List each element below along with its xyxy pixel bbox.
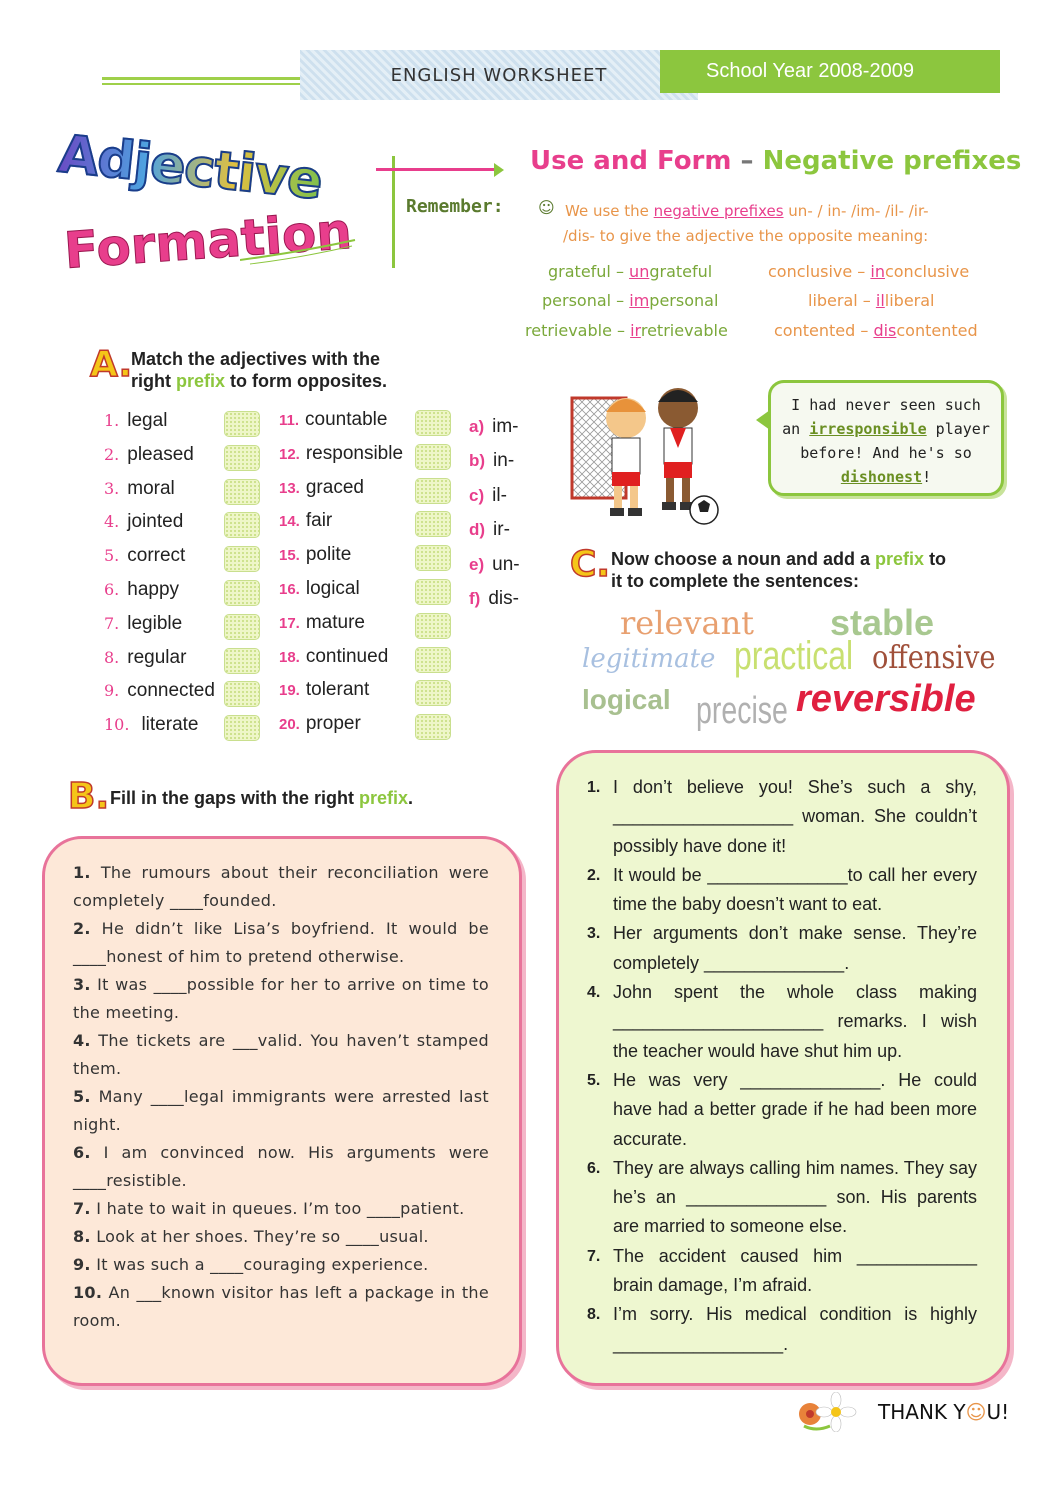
adjective-item [104, 545, 185, 567]
word-relevant: relevant [620, 604, 755, 642]
answer-box[interactable] [224, 445, 260, 471]
example-pair: retrievable – irretrievable [525, 321, 728, 340]
answer-box[interactable] [415, 511, 451, 537]
sentence-text: It would be ______________to call her every time the baby doesn’t want to eat. [613, 864, 977, 915]
gap-sentence [73, 971, 489, 1027]
answer-box[interactable] [224, 648, 260, 674]
section-c-instruction: Now choose a noun and add a prefix to it to complete the sentences: [611, 549, 947, 591]
prefix-option [469, 519, 510, 541]
prefix-option [469, 485, 507, 507]
item-number: 17. [279, 614, 300, 632]
answer-box[interactable] [224, 614, 260, 640]
sentence-number: 2. [587, 866, 601, 884]
answer-box[interactable] [224, 546, 260, 572]
sentence-text: They are always calling him names. They say he’s an ______________ son. His parents are married to someone else. [613, 1157, 977, 1237]
sentence-text: Many ____legal immigrants were arrested last night. [73, 1087, 489, 1134]
item-word: connected [127, 680, 215, 702]
example-pair: conclusive – inconclusive [768, 262, 970, 281]
item-number: 3. [104, 478, 120, 498]
sentence-text: The accident caused him ____________ brain damage, I’m afraid. [613, 1245, 977, 1296]
arrow-icon [494, 163, 504, 177]
sentence-number: 3. [73, 975, 91, 994]
answer-box[interactable] [415, 647, 451, 673]
item-number: 19. [279, 682, 300, 700]
sentence-number: 4. [73, 1031, 91, 1050]
item-number: 20. [279, 716, 300, 734]
item-word: legal [127, 410, 168, 431]
prefix-letter: b) [469, 451, 486, 471]
item-number: 4. [104, 512, 120, 532]
adjective-item [104, 410, 167, 432]
prefix-option [469, 416, 519, 438]
sentence-number: 6. [73, 1143, 91, 1162]
speech-bubble: I had never seen such an irresponsible player before! And he's so dishonest! [768, 380, 1004, 496]
item-number: 11. [279, 412, 300, 429]
answer-box[interactable] [415, 714, 451, 740]
sentence-item [587, 978, 977, 1066]
adjective-item [104, 511, 183, 533]
sentence-text: An ___known visitor has left a package in the room. [73, 1283, 489, 1330]
item-number: 18. [279, 648, 300, 666]
children-goal-illustration [566, 378, 736, 528]
sentence-text: Her arguments don’t make sense. They’re completely ______________. [613, 923, 977, 973]
item-number: 10. [104, 715, 130, 735]
sentence-text: Look at her shoes. They’re so ____usual. [90, 1227, 429, 1246]
sentence-item [587, 1242, 977, 1301]
prefix-letter: e) [469, 554, 485, 574]
sentence-item [587, 773, 977, 861]
sentence-text: I don’t believe you! She’s such a shy, __________________ woman. She couldn’t possibly have done it! [613, 777, 977, 856]
adjective-item [279, 612, 365, 634]
answer-box[interactable] [224, 512, 260, 538]
sentence-text: It was ____possible for her to arrive on time to the meeting. [73, 975, 489, 1022]
divider-vertical [392, 156, 395, 268]
adjective-item [279, 646, 388, 668]
answer-box[interactable] [415, 444, 451, 470]
prefix-letter: f) [469, 589, 481, 608]
sentence-item [587, 1300, 977, 1359]
word-logical: logical [582, 684, 671, 715]
header-rule [102, 77, 302, 80]
item-word: tolerant [305, 679, 370, 701]
sentence-number: 4. [587, 984, 601, 1002]
item-word: graced [305, 476, 364, 498]
item-word: correct [127, 545, 186, 567]
adjective-item [279, 679, 369, 701]
answer-box[interactable] [224, 411, 260, 437]
remember-text: We use the negative prefixes un- / in- /im- /il- /ir- /dis- to give the adjective the opposite meaning: [563, 202, 929, 245]
section-b-panel [42, 836, 522, 1386]
sentence-text: I hate to wait in queues. I’m too ____patient. [90, 1199, 465, 1218]
sentence-text: He was very ______________. He could have had a better grade if he had been more accurate. [613, 1069, 977, 1149]
adjective-item [104, 613, 182, 635]
sentence-item [587, 1066, 977, 1154]
item-word: moral [127, 477, 175, 499]
item-number: 13. [279, 479, 300, 497]
word-practical: practical [734, 634, 854, 678]
prefix-text: in- [493, 450, 515, 472]
item-number: 8. [104, 647, 120, 667]
answer-box[interactable] [224, 715, 260, 741]
flower-icon [796, 1392, 862, 1432]
item-word: countable [305, 409, 388, 430]
prefix-letter: a) [469, 417, 485, 436]
swoosh-decoration [240, 230, 360, 270]
prefix-text: dis- [488, 588, 519, 609]
word-precise: precise [696, 690, 788, 732]
adjective-item [279, 578, 360, 600]
sentence-text: He didn’t like Lisa’s boyfriend. It would be ____honest of him to pretend otherwise. [73, 919, 489, 966]
sentence-text: The rumours about their reconciliation were completely ____founded. [73, 863, 489, 910]
worksheet-label: ENGLISH WORKSHEET [300, 50, 698, 100]
item-number: 7. [104, 613, 120, 633]
example-pair: liberal – illiberal [808, 291, 935, 310]
title-adjective: Adjective [55, 124, 325, 212]
item-word: polite [305, 544, 352, 566]
item-number: 12. [279, 445, 300, 463]
item-number: 1. [104, 411, 120, 430]
section-c-panel [556, 750, 1010, 1386]
item-number: 16. [279, 581, 300, 598]
sentence-text: John spent the whole class making _____________________ remarks. I wish the teacher would have shut him up. [613, 982, 977, 1061]
item-number: 5. [104, 546, 120, 566]
sentence-number: 1. [587, 779, 601, 796]
title-formation: Formation [62, 202, 354, 280]
remember-label: Remember: [406, 196, 504, 217]
sentence-number: 5. [587, 1071, 601, 1089]
sentence-number: 9. [73, 1255, 91, 1274]
section-a-instruction: Match the adjectives with the right prefix to form opposites. [131, 349, 388, 391]
prefix-letter: c) [469, 485, 485, 505]
adjective-item [104, 579, 179, 601]
gap-sentence [73, 1279, 489, 1335]
item-number: 9. [104, 681, 120, 701]
answer-box[interactable] [415, 478, 451, 504]
word-offensive: offensive [872, 638, 996, 676]
adjective-item [279, 443, 403, 465]
item-word: jointed [127, 511, 184, 533]
word-stable: stable [830, 602, 935, 643]
item-number: 15. [279, 547, 300, 565]
example-pair: personal – impersonal [542, 291, 719, 310]
adjective-item [279, 544, 351, 566]
prefix-text: ir- [493, 519, 510, 541]
section-b-letter: B. [68, 776, 110, 817]
item-word: literate [141, 714, 199, 736]
answer-box[interactable] [415, 613, 451, 639]
item-word: logical [305, 578, 360, 599]
smiley-icon: ☺ [538, 198, 555, 217]
item-word: regular [127, 646, 187, 668]
gap-sentence [73, 1139, 489, 1195]
sentence-number: 5. [73, 1087, 91, 1106]
gap-sentence [73, 1195, 489, 1223]
answer-box[interactable] [224, 479, 260, 505]
gap-sentence [73, 859, 489, 915]
adjective-item [279, 409, 387, 431]
adjective-item [104, 444, 194, 466]
sentence-number: 2. [73, 919, 91, 938]
item-word: legible [127, 612, 183, 634]
gap-sentence [73, 1223, 489, 1251]
header-rule [102, 83, 302, 85]
answer-box[interactable] [415, 579, 451, 605]
sentence-text: I’m sorry. His medical condition is highly _________________. [613, 1304, 977, 1354]
prefix-text: un- [492, 553, 520, 575]
sentence-number: 1. [73, 863, 91, 882]
gap-sentence [73, 1027, 489, 1083]
sentence-number: 8. [587, 1306, 601, 1324]
sentence-text: The tickets are ___valid. You haven’t stamped them. [73, 1031, 489, 1078]
example-pair: contented – discontented [774, 321, 978, 340]
use-form-title: Use and Form – Negative prefixes [530, 146, 1022, 176]
item-word: pleased [127, 443, 194, 465]
section-c-letter: C. [570, 544, 611, 585]
adjective-item [104, 647, 186, 669]
sentence-number: 7. [73, 1199, 91, 1218]
sentence-number: 7. [587, 1247, 601, 1265]
item-word: continued [305, 645, 389, 667]
answer-box[interactable] [415, 545, 451, 571]
prefix-option [469, 554, 520, 576]
section-b-instruction: Fill in the gaps with the right prefix. [110, 788, 414, 808]
sentence-item [587, 1154, 977, 1242]
prefix-text: im- [492, 416, 519, 437]
sentence-number: 6. [587, 1159, 601, 1177]
sentence-number: 8. [73, 1227, 91, 1246]
item-word: fair [305, 510, 333, 532]
answer-box[interactable] [415, 680, 451, 706]
adjective-item [104, 680, 215, 702]
adjective-item [279, 510, 332, 532]
item-word: mature [305, 611, 365, 633]
item-number: 6. [104, 580, 120, 599]
answer-box[interactable] [415, 410, 451, 436]
gap-sentence [73, 1083, 489, 1139]
word-legitimate: legitimate [582, 644, 716, 674]
thank-you-text: THANK Y☺U! [878, 1400, 1010, 1424]
sentence-item [587, 919, 977, 978]
section-c-sentences [587, 773, 977, 1359]
item-word: happy [127, 579, 180, 600]
prefix-option [469, 588, 519, 610]
answer-box[interactable] [224, 580, 260, 606]
prefix-letter: d) [469, 520, 486, 540]
section-a-letter: A. [90, 344, 133, 385]
sentence-item [587, 861, 977, 920]
answer-box[interactable] [224, 681, 260, 707]
word-reversible: reversible [796, 678, 976, 720]
adjective-item [104, 478, 175, 500]
adjective-item [279, 713, 361, 735]
sentence-text: It was such a ____couraging experience. [90, 1255, 429, 1274]
gap-sentence [73, 915, 489, 971]
arrow-line [376, 168, 496, 171]
prefix-text: il- [492, 484, 507, 506]
adjective-item [104, 714, 198, 736]
item-word: responsible [305, 442, 404, 464]
item-number: 2. [104, 444, 120, 464]
example-pair: grateful – ungrateful [548, 262, 713, 281]
gap-sentence [73, 1251, 489, 1279]
prefix-option [469, 450, 514, 472]
sentence-text: I am convinced now. His arguments were ____resistible. [73, 1143, 489, 1190]
item-word: proper [305, 713, 361, 735]
sentence-number: 3. [587, 925, 601, 943]
sentence-number: 10. [73, 1283, 103, 1302]
adjective-item [279, 477, 364, 499]
item-number: 14. [279, 513, 300, 531]
school-year-badge: School Year 2008-2009 [660, 50, 1000, 93]
